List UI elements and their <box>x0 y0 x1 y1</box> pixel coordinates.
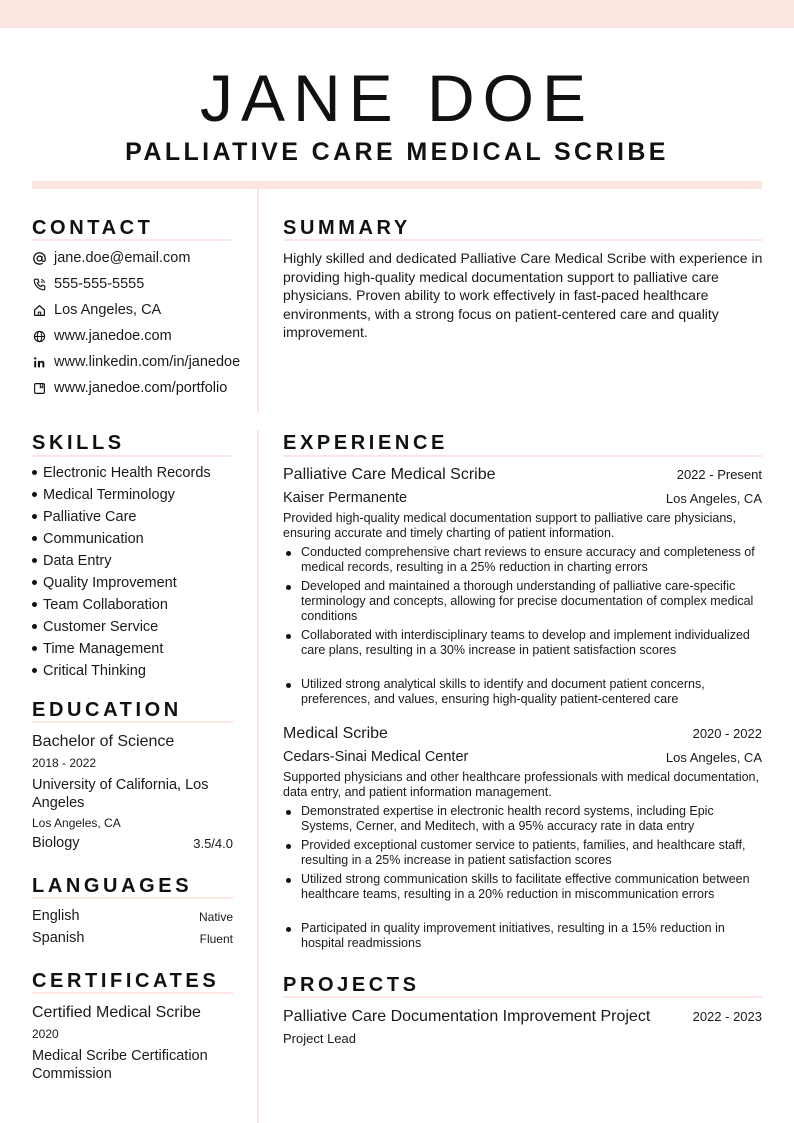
bullet-icon <box>286 878 291 883</box>
contact-heading: CONTACT <box>32 217 154 239</box>
job-bullet: Utilized strong analytical skills to identify and document patient concerns, preferences, and values, ensuring high-quality patient-centered care <box>283 677 763 707</box>
language-level: Fluent <box>199 932 233 946</box>
job-company: Cedars-Sinai Medical Center <box>283 749 469 765</box>
contact-phone[interactable] <box>32 274 144 294</box>
job-role: Palliative Care Medical Scribe <box>283 466 496 483</box>
skill-item: Quality Improvement <box>32 575 177 591</box>
certificate-year: 2020 <box>32 1027 59 1041</box>
contact-linkedin[interactable] <box>32 352 240 372</box>
languages-rule <box>32 897 233 899</box>
portfolio-icon <box>32 381 46 395</box>
education-degree: Bachelor of Science <box>32 733 175 750</box>
top-accent-bar <box>0 0 794 28</box>
bullet-icon <box>32 514 37 519</box>
job-location: Los Angeles, CA <box>665 750 762 765</box>
contact-location-text: Los Angeles, CA <box>54 302 162 318</box>
education-dates: 2018 - 2022 <box>32 756 97 770</box>
education-school: University of California, Los Angeles <box>32 777 209 811</box>
contact-phone-text: 555-555-5555 <box>54 276 145 292</box>
bullet-icon <box>286 844 291 849</box>
job-bullet: Utilized strong communication skills to facilitate effective communication between healthcare teams, resulting in a 20% reduction in miscommunication errors <box>283 872 763 902</box>
bullet-icon <box>286 551 291 556</box>
bullet-icon <box>32 558 37 563</box>
certificate-name: Certified Medical Scribe <box>32 1004 201 1021</box>
summary-text: Highly skilled and dedicated Palliative Care Medical Scribe with experience in providing high-quality medical documentation support to palliative care physicians. Proven ability to work effectively in fast-paced healthcare environments, with a strong focus on patient-centered care and quality improvement. <box>283 250 763 340</box>
job-bullet: Demonstrated expertise in electronic health record systems, including Epic Systems, Cerner, and Meditech, with a 95% accuracy rate in data entry <box>283 804 763 834</box>
bullet-icon <box>286 683 291 688</box>
job-bullet: Developed and maintained a thorough understanding of palliative care-specific terminology and concepts, allowing for precise documentation of complex medical conditions <box>283 579 763 624</box>
skills-heading: SKILLS <box>32 432 125 454</box>
contact-rule <box>32 239 233 241</box>
bullet-icon <box>32 470 37 475</box>
education-gpa: 3.5/4.0 <box>193 836 233 851</box>
contact-location <box>32 300 161 320</box>
bullet-icon <box>286 585 291 590</box>
education-heading: EDUCATION <box>32 699 182 721</box>
bullet-icon <box>32 580 37 585</box>
projects-heading: PROJECTS <box>283 974 420 996</box>
job-dates: 2022 - Present <box>676 467 762 482</box>
education-rule <box>32 721 233 723</box>
skill-item: Palliative Care <box>32 509 137 525</box>
project-dates: 2022 - 2023 <box>692 1009 762 1024</box>
bullet-icon <box>32 536 37 541</box>
certificate-issuer: Medical Scribe Certification Commission <box>32 1048 208 1082</box>
skills-rule <box>32 455 233 457</box>
contact-email[interactable] <box>32 248 190 268</box>
job-description: Provided high-quality medical documentation support to palliative care physicians, ensuring accurate and timely charting of patient information. <box>283 511 737 540</box>
bullet-icon <box>32 646 37 651</box>
header-divider <box>32 181 762 189</box>
summary-heading: SUMMARY <box>283 217 411 239</box>
bullet-icon <box>32 492 37 497</box>
bullet-icon <box>32 602 37 607</box>
skill-item: Communication <box>32 531 144 547</box>
bullet-icon <box>32 624 37 629</box>
experience-rule <box>283 455 762 457</box>
certificates-rule <box>32 992 233 994</box>
skill-item: Critical Thinking <box>32 663 146 679</box>
skill-item: Medical Terminology <box>32 487 175 503</box>
experience-heading: EXPERIENCE <box>283 432 448 454</box>
job-bullet: Provided exceptional customer service to patients, families, and healthcare staff, resulting in a 25% increase in patient satisfaction scores <box>283 838 763 868</box>
contact-portfolio-text: www.janedoe.com/portfolio <box>54 380 228 396</box>
job-description: Supported physicians and other healthcare professionals with medical documentation, data entry, and patient information management. <box>283 770 759 799</box>
contact-website-text: www.janedoe.com <box>54 328 172 344</box>
projects-rule <box>283 996 762 998</box>
job-dates: 2020 - 2022 <box>692 726 762 741</box>
summary-rule <box>283 239 762 241</box>
contact-email-text: jane.doe@email.com <box>54 250 191 266</box>
language-name: English <box>32 908 80 924</box>
languages-heading: LANGUAGES <box>32 875 193 897</box>
job-bullet: Participated in quality improvement initiatives, resulting in a 15% reduction in hospital readmissions <box>283 921 763 951</box>
home-icon <box>32 303 46 317</box>
linkedin-icon <box>32 355 46 369</box>
job-location: Los Angeles, CA <box>665 491 762 506</box>
language-level: Native <box>198 910 233 924</box>
column-divider-top <box>257 189 259 413</box>
skill-item: Data Entry <box>32 553 112 569</box>
bullet-icon <box>32 668 37 673</box>
education-field: Biology <box>32 835 80 851</box>
education-location: Los Angeles, CA <box>32 816 121 830</box>
bullet-icon <box>286 634 291 639</box>
bullet-icon <box>286 927 291 932</box>
contact-linkedin-text: www.linkedin.com/in/janedoe <box>54 354 241 370</box>
contact-website[interactable] <box>32 326 172 346</box>
job-bullet: Collaborated with interdisciplinary teams to develop and implement individualized care plans, resulting in a 30% increase in patient satisfaction scores <box>283 628 763 658</box>
skill-item: Time Management <box>32 641 163 657</box>
language-name: Spanish <box>32 930 85 946</box>
candidate-name: JANE DOE <box>199 61 595 135</box>
project-role: Project Lead <box>283 1031 356 1046</box>
job-company: Kaiser Permanente <box>283 490 408 506</box>
phone-icon <box>32 277 46 291</box>
project-name: Palliative Care Documentation Improvement Project <box>283 1008 651 1025</box>
at-icon <box>32 251 46 265</box>
contact-portfolio[interactable] <box>32 378 227 398</box>
skill-item: Team Collaboration <box>32 597 168 613</box>
job-title: PALLIATIVE CARE MEDICAL SCRIBE <box>125 138 669 166</box>
job-bullet: Conducted comprehensive chart reviews to ensure accuracy and completeness of medical records, resulting in a 25% reduction in charting errors <box>283 545 763 575</box>
bullet-icon <box>286 810 291 815</box>
skill-item: Customer Service <box>32 619 158 635</box>
skill-item: Electronic Health Records <box>32 465 211 481</box>
job-role: Medical Scribe <box>283 725 388 742</box>
certificates-heading: CERTIFICATES <box>32 970 220 992</box>
column-divider-bottom <box>257 430 259 1123</box>
globe-icon <box>32 329 46 343</box>
